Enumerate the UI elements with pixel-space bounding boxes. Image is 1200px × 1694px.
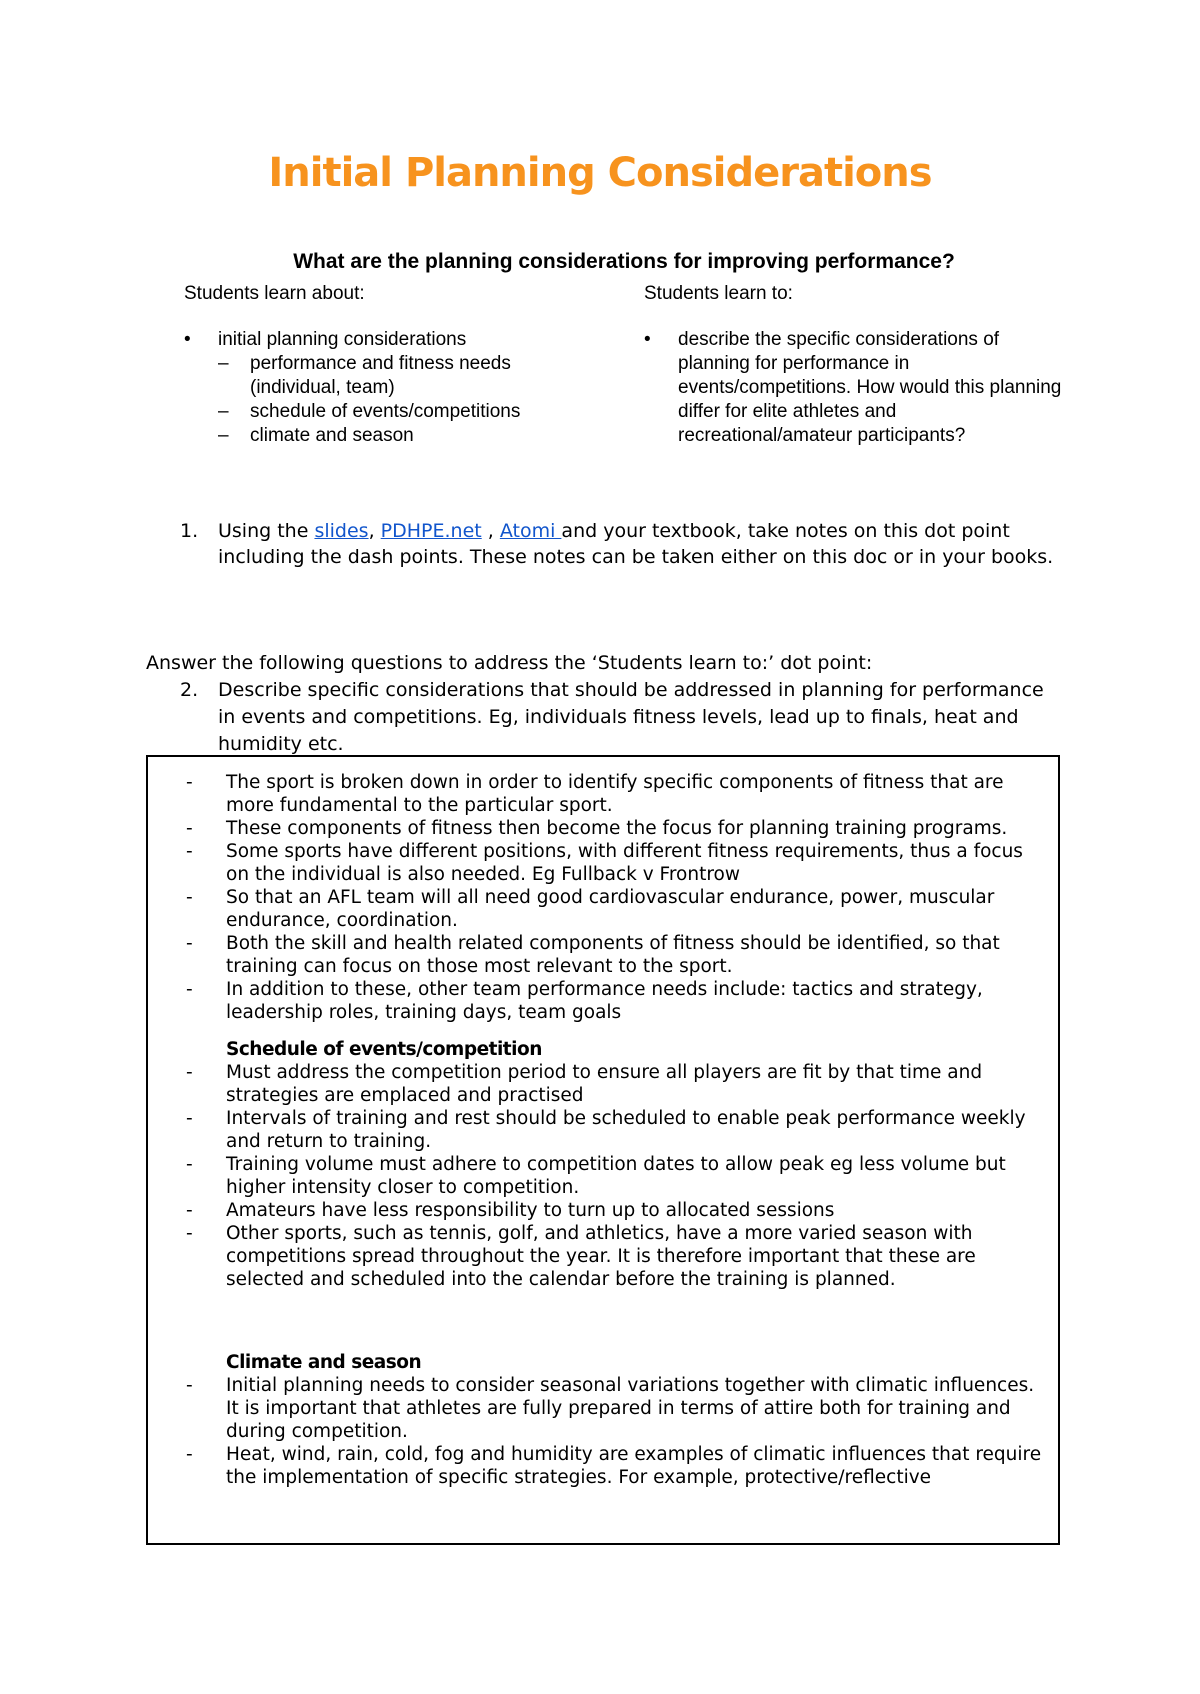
learn-to-bullet: describe the specific considerations of planning for performance in events/competitions. How would this planning differ for elite athletes and recreational/amateur participants? [678, 329, 1062, 446]
task-1-number: 1. [180, 520, 199, 542]
separator: , [481, 520, 500, 542]
dash-icon: - [186, 1062, 193, 1083]
pdhpe-link[interactable]: PDHPE.net [380, 520, 482, 542]
atomi-link[interactable]: Atomi [499, 520, 562, 542]
answer-point-text: These components of fitness then become the focus for planning training programs. [226, 818, 1008, 839]
answer-point-text: Heat, wind, rain, cold, fog and humidity are examples of climatic influences that require the implementation of specific strategies. For example, protective/reflective [226, 1444, 1042, 1488]
dash-icon: - [186, 979, 193, 1000]
answer-point [186, 817, 1046, 840]
answer-point-text: Intervals of training and rest should be scheduled to enable peak performance weekly and return to training. [226, 1108, 1026, 1152]
dash-icon: - [186, 1108, 193, 1129]
answer-point [186, 1061, 1046, 1107]
task-2-number: 2. [180, 679, 199, 701]
answer-point [186, 771, 1046, 817]
about-dash-item: schedule of events/competitions [250, 401, 521, 422]
learn-to-heading: Students learn to: [644, 283, 793, 304]
answer-point [186, 1374, 1046, 1443]
about-bullet: initial planning considerations [218, 329, 467, 350]
answer-point-text: Both the skill and health related components of fitness should be identified, so that training can focus on those most relevant to the sport. [226, 933, 1000, 977]
dash-icon: - [186, 933, 193, 954]
schedule-heading: Schedule of events/competition [226, 1039, 542, 1060]
task-2 [180, 677, 1066, 758]
about-dash-item: climate and season [250, 425, 414, 446]
answer-point-text: Initial planning needs to consider seasonal variations together with climatic influences. It is important that athletes are fully prepared in terms of attire both for training and during competition. [226, 1375, 1035, 1442]
learn-to-column [644, 282, 1064, 448]
answer-point-text: Must address the competition period to ensure all players are fit by that time and strategies are emplaced and practised [226, 1062, 983, 1106]
dash-icon: - [186, 818, 193, 839]
answer-point [186, 1222, 1046, 1291]
answer-point-text: Some sports have different positions, with different fitness requirements, thus a focus on the individual is also needed. Eg Fullback v Frontrow [226, 841, 1023, 885]
dash-icon: - [186, 1200, 193, 1221]
task-1-lead: Using the [218, 520, 315, 542]
answer-point [186, 1153, 1046, 1199]
learn-about-column [184, 282, 604, 448]
task-1 [180, 518, 1060, 570]
answer-point [186, 1199, 1046, 1222]
slides-link[interactable]: slides [314, 520, 369, 542]
answer-point-text: Training volume must adhere to competition dates to allow peak eg less volume but higher intensity closer to competition. [226, 1154, 1006, 1198]
answer-point [186, 1107, 1046, 1153]
dash-icon: – [218, 353, 229, 374]
task-1-tail: and your textbook, take notes on this dot point including the dash points. These notes can be taken either on this doc or in your books. [218, 520, 1054, 568]
separator: , [368, 520, 381, 542]
spacer [186, 1291, 1046, 1337]
questions-section [146, 650, 1066, 758]
dash-icon: - [186, 1223, 193, 1244]
answer-point-text: So that an AFL team will all need good cardiovascular endurance, power, muscular endurance, coordination. [226, 887, 995, 931]
answer-point-text: In addition to these, other team performance needs include: tactics and strategy, leadership roles, training days, team goals [226, 979, 983, 1023]
answer-point-text: Amateurs have less responsibility to turn up to allocated sessions [226, 1200, 835, 1221]
bullet-icon: • [644, 329, 651, 350]
answer-box[interactable] [146, 755, 1060, 1545]
bullet-icon: • [184, 329, 191, 350]
answer-point-text: The sport is broken down in order to identify specific components of fitness that are more fundamental to the particular sport. [226, 772, 1004, 816]
dash-icon: - [186, 772, 193, 793]
syllabus-question: What are the planning considerations for improving performance? [293, 250, 955, 273]
answer-point [186, 978, 1046, 1024]
answer-point [186, 840, 1046, 886]
dash-icon: - [186, 1154, 193, 1175]
answer-point [186, 886, 1046, 932]
answer-point [186, 932, 1046, 978]
page-title: Initial Planning Considerations [268, 150, 932, 196]
learn-about-heading: Students learn about: [184, 283, 365, 304]
dash-icon: - [186, 887, 193, 908]
dash-icon: - [186, 841, 193, 862]
questions-intro: Answer the following questions to address the ‘Students learn to:’ dot point: [146, 652, 873, 674]
dash-icon: - [186, 1375, 193, 1396]
answer-point [186, 1443, 1046, 1489]
answer-point-text: Other sports, such as tennis, golf, and athletics, have a more varied season with competitions spread throughout the year. It is therefore important that these are selected and scheduled into the calendar before the training is planned. [226, 1223, 976, 1290]
dash-icon: – [218, 425, 229, 446]
dash-icon: – [218, 401, 229, 422]
task-1-text [218, 518, 1060, 570]
syllabus-excerpt [184, 250, 1064, 448]
about-dash-item: performance and fitness needs (individual, team) [250, 353, 511, 398]
climate-heading: Climate and season [226, 1352, 422, 1373]
dash-icon: - [186, 1444, 193, 1465]
task-2-text: Describe specific considerations that should be addressed in planning for performance in events and competitions. Eg, individuals fitness levels, lead up to finals, heat and humidity etc. [218, 679, 1044, 755]
